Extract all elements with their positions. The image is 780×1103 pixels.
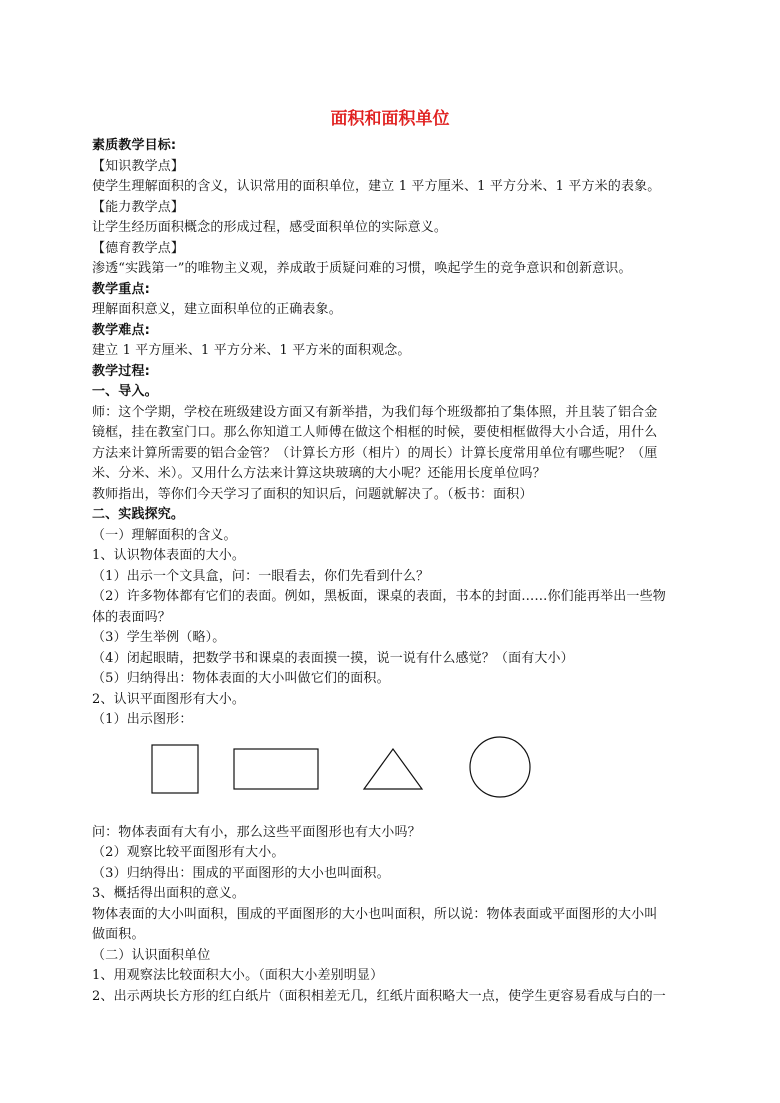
- paragraph-line: （1）出示一个文具盒，问：一眼看去，你们先看到什么？: [92, 568, 430, 584]
- paragraph-line: 问：物体表面有大有小，那么这些平面图形也有大小吗？: [92, 824, 421, 840]
- rectangle-shape: [234, 749, 318, 789]
- moral-text: 渗透“实践第一”的唯物主义观，养成敢于质疑问难的习惯，唤起学生的竞争意识和创新意识。: [92, 261, 632, 276]
- difficulty-text: 建立 1 平方厘米、1 平方分米、1 平方米的面积观念。: [92, 343, 411, 358]
- key-point-text: 理解面积意义，建立面积单位的正确表象。: [92, 302, 342, 317]
- paragraph-line: 1、认识物体表面的大小。: [92, 548, 246, 563]
- paragraph-line: 2、认识平面图形有大小。: [92, 691, 246, 707]
- circle-shape: [470, 737, 530, 797]
- paragraph-line: （二）认识面积单位: [92, 947, 211, 963]
- knowledge-tag: 【知识教学点】: [92, 158, 185, 174]
- paragraph-line: （5）归纳得出：物体表面的大小叫做它们的面积。: [92, 671, 390, 686]
- paragraph-line: （3）学生举例（略）。: [92, 630, 226, 645]
- moral-tag: 【德育教学点】: [92, 240, 185, 256]
- paragraph-line: （2）许多物体都有它们的表面。例如，黑板面，课桌的表面，书本的封面……你们能再举出一些物: [92, 589, 666, 604]
- paragraph-line: 师：这个学期，学校在班级建设方面又有新举措，为我们每个班级都拍了集体照，并且装了铝合金: [92, 404, 658, 420]
- key-point-heading: 教学重点:: [92, 281, 150, 297]
- page-title: 面积和面积单位: [330, 109, 450, 129]
- paragraph-line: 1、用观察法比较面积大小。（面积大小差别明显）: [92, 968, 384, 983]
- intro-heading: 一、导入。: [92, 384, 158, 399]
- paragraph-line: 方法来计算所需要的铝合金管？（计算长方形（相片）的周长）计算长度常用单位有哪些呢？（厘: [92, 445, 658, 461]
- paragraph-line: 物体表面的大小叫面积，围成的平面图形的大小也叫面积，所以说：物体表面或平面图形的大小叫: [92, 906, 658, 922]
- paragraph-line: （一）理解面积的含义。: [92, 527, 237, 543]
- ability-text: 让学生经历面积概念的形成过程，感受面积单位的实际意义。: [92, 220, 448, 235]
- paragraph-line: 米、分米、米）。又用什么方法来计算这块玻璃的大小呢？还能用长度单位吗？: [92, 466, 546, 481]
- paragraph-line: （2）观察比较平面图形有大小。: [92, 845, 285, 860]
- process-heading: 教学过程:: [92, 363, 150, 379]
- paragraph-line: （4）闭起眼睛，把数学书和课桌的表面摸一摸，说一说有什么感觉？（面有大小）: [92, 650, 574, 666]
- paragraph-line: （3）归纳得出：围成的平面图形的大小也叫面积。: [92, 865, 390, 881]
- ability-tag: 【能力教学点】: [92, 199, 185, 215]
- square-shape: [152, 745, 198, 793]
- shape-figures: [92, 731, 692, 823]
- triangle-shape: [364, 749, 422, 789]
- paragraph-line: 3、概括得出面积的意义。: [92, 886, 246, 901]
- goals-heading: 素质教学目标:: [92, 138, 177, 153]
- paragraph-line: 教师指出，等你们今天学习了面积的知识后，问题就解决了。（板书：面积）: [92, 486, 533, 502]
- difficulty-heading: 教学难点:: [92, 322, 150, 338]
- practice-heading: 二、实践探究。: [92, 507, 185, 522]
- document-body: [92, 136, 692, 1007]
- knowledge-text: 使学生理解面积的含义，认识常用的面积单位，建立 1 平方厘米、1 平方分米、1 平方米的表象。: [92, 179, 661, 194]
- paragraph-line: （1）出示图形：: [92, 712, 193, 727]
- paragraph-line: 镜框，挂在教室门口。那么你知道工人师傅在做这个相框的时候，要使相框做得大小合适，用什么: [92, 425, 658, 440]
- paragraph-line: 做面积。: [92, 927, 145, 942]
- paragraph-line: 2、出示两块长方形的红白纸片（面积相差无几，红纸片面积略大一点，使学生更容易看成与白的一: [92, 988, 666, 1004]
- paragraph-line: 体的表面吗？: [92, 609, 171, 625]
